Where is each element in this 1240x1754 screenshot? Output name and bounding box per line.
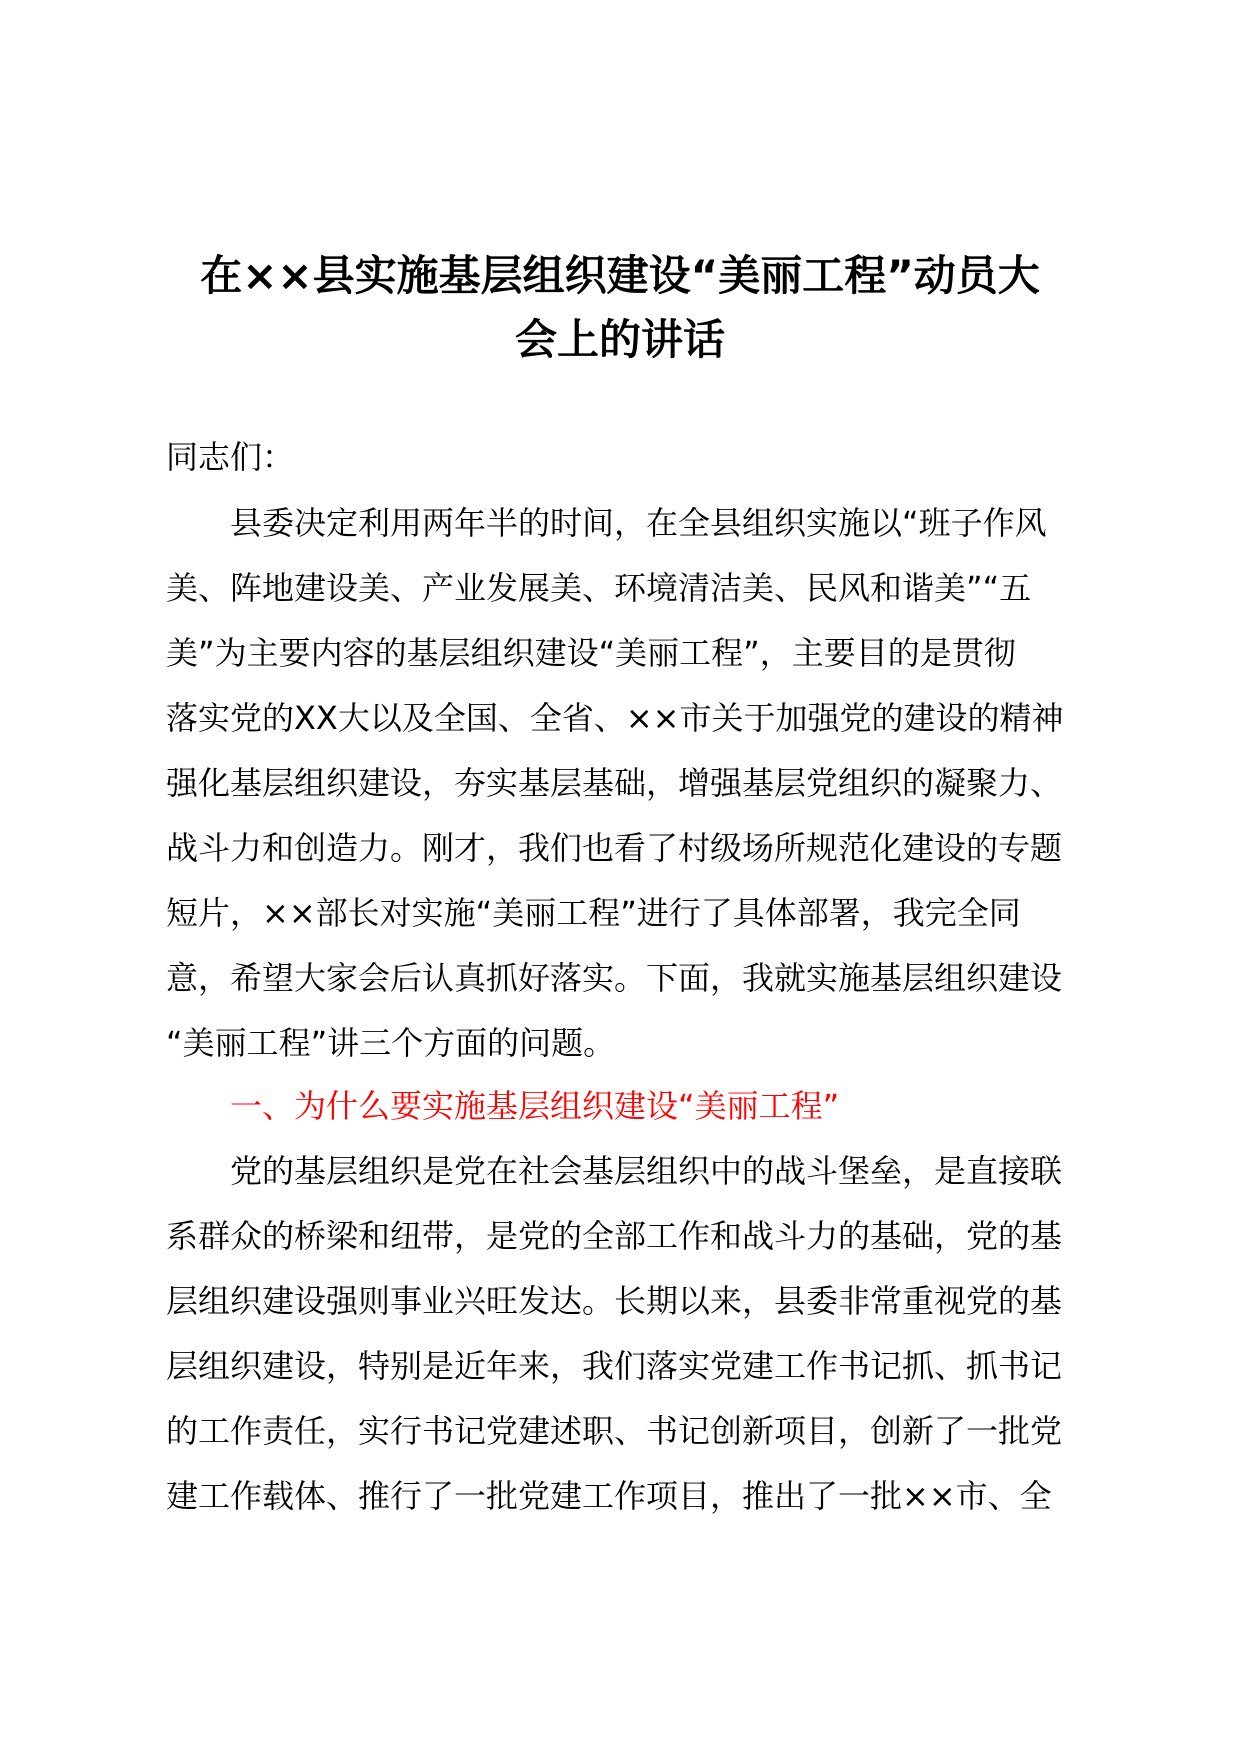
section-heading <box>166 1074 1096 1139</box>
title-line-2: 会上的讲话 <box>514 315 725 364</box>
paragraph-intro <box>166 491 1096 1076</box>
paragraph-line: 建工作载体、推行了一批党建工作项目，推出了一批××市、全 <box>166 1477 1052 1515</box>
paragraph-section-1 <box>166 1139 1096 1529</box>
paragraph-line: 层组织建设强则事业兴旺发达。长期以来，县委非常重视党的基 <box>166 1282 1063 1320</box>
paragraph-line: 强化基层组织建设，夯实基层基础，增强基层党组织的凝聚力、 <box>166 764 1063 802</box>
salutation-text: 同志们： <box>166 438 295 476</box>
salutation <box>166 425 1096 490</box>
section-heading-text: 一、为什么要实施基层组织建设“美丽工程” <box>230 1087 840 1125</box>
paragraph-line: 系群众的桥梁和纽带，是党的全部工作和战斗力的基础，党的基 <box>166 1217 1063 1255</box>
paragraph-line: 战斗力和创造力。刚才，我们也看了村级场所规范化建设的专题 <box>166 829 1063 867</box>
title-line-1: 在××县实施基层组织建设“美丽工程”动员大 <box>200 251 1040 300</box>
paragraph-line: 落实党的XX大以及全国、全省、××市关于加强党的建设的精神 <box>166 699 1064 737</box>
paragraph-line: “美丽工程”讲三个方面的问题。 <box>166 1024 616 1062</box>
paragraph-line: 党的基层组织是党在社会基层组织中的战斗堡垒，是直接联 <box>230 1152 1063 1190</box>
paragraph-line: 县委决定利用两年半的时间，在全县组织实施以“班子作风 <box>230 504 1047 542</box>
paragraph-line: 的工作责任，实行书记党建述职、书记创新项目，创新了一批党 <box>166 1412 1063 1450</box>
paragraph-line: 意，希望大家会后认真抓好落实。下面，我就实施基层组织建设 <box>166 959 1063 997</box>
paragraph-line: 短片，××部长对实施“美丽工程”进行了具体部署，我完全同 <box>166 894 1021 932</box>
paragraph-line: 美”为主要内容的基层组织建设“美丽工程”，主要目的是贯彻 <box>166 634 1016 672</box>
document-title <box>150 244 1090 372</box>
paragraph-line: 层组织建设，特别是近年来，我们落实党建工作书记抓、抓书记 <box>166 1347 1063 1385</box>
paragraph-line: 美、阵地建设美、产业发展美、环境清洁美、民风和谐美”“五 <box>166 569 1032 607</box>
